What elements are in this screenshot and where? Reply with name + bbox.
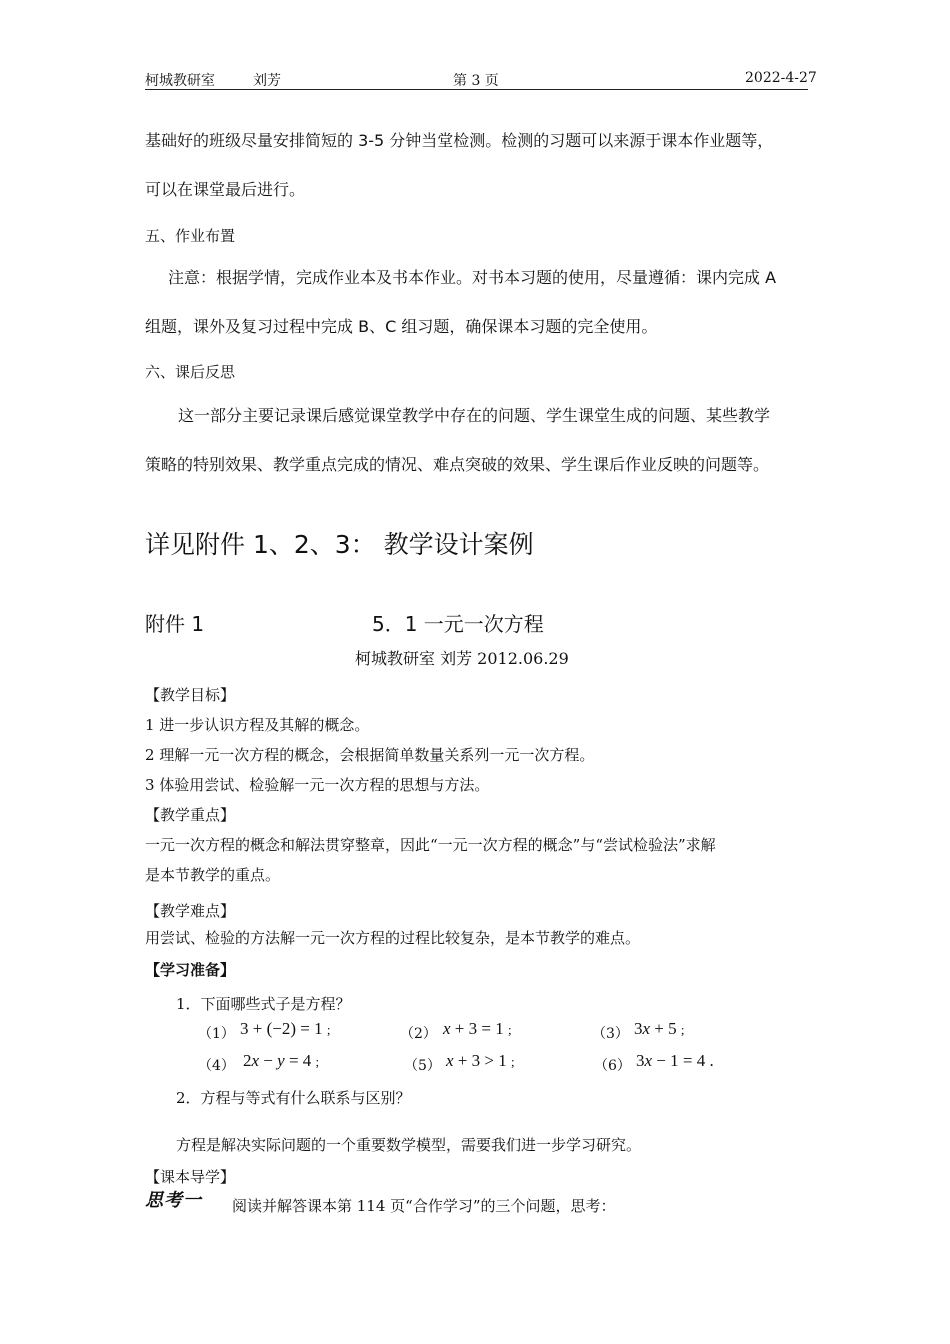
paragraph-line: 可以在课堂最后进行。	[145, 180, 306, 199]
key-points-heading: 【教学重点】	[145, 806, 236, 824]
difficulty-heading: 【教学难点】	[145, 902, 236, 920]
goals-heading: 【教学目标】	[145, 686, 236, 704]
expr-number: （1）	[198, 1026, 235, 1042]
paragraph-line: 基础好的班级尽量安排简短的 3-5 分钟当堂检测。检测的习题可以来源于课本作业题等，	[145, 131, 774, 150]
key-points-text: 一元一次方程的概念和解法贯穿整章，因此“一元一次方程的概念”与“尝试检验法”求解	[145, 836, 716, 854]
goal-item: 1 进一步认识方程及其解的概念。	[145, 716, 370, 734]
prep-note: 方程是解决实际问题的一个重要数学模型，需要我们进一步学习研究。	[176, 1136, 642, 1154]
paragraph-line: 组题，课外及复习过程中完成 B、C 组习题，确保课本习题的完全使用。	[145, 317, 658, 336]
paragraph-line: 策略的特别效果、教学重点完成的情况、难点突破的效果、学生课后作业反映的问题等。	[145, 455, 770, 474]
attachments-heading: 详见附件 1、2、3： 教学设计案例	[145, 530, 534, 559]
math-expression: x + 3 > 1 ;	[446, 1051, 515, 1070]
think-one-text: 阅读并解答课本第 114 页“合作学习”的三个问题，思考：	[232, 1197, 616, 1215]
header-author: 刘芳	[253, 73, 281, 89]
guide-heading: 【课本导学】	[145, 1168, 236, 1186]
expr-number: （6）	[594, 1058, 631, 1074]
difficulty-text: 用尝试、检验的方法解一元一次方程的过程比较复杂，是本节教学的难点。	[145, 929, 641, 947]
math-expression: 2x − y = 4 ;	[243, 1051, 320, 1070]
paragraph-line: 注意：根据学情，完成作业本及书本作业。对书本习题的使用，尽量遵循：课内完成 A	[168, 268, 777, 287]
think-one-label: 思考一	[145, 1190, 202, 1211]
math-expression: 3x − 1 = 4 .	[636, 1051, 714, 1070]
prep-question-2: 2．方程与等式有什么联系与区别？	[176, 1089, 411, 1107]
paragraph-line: 这一部分主要记录课后感觉课堂教学中存在的问题、学生课堂生成的问题、某些教学	[178, 406, 771, 425]
prep-question-1: 1．下面哪些式子是方程？	[176, 995, 351, 1013]
prep-heading: 【学习准备】	[145, 961, 236, 979]
attachment-byline: 柯城教研室 刘芳 2012.06.29	[355, 649, 569, 668]
expr-number: （3）	[592, 1026, 629, 1042]
expr-number: （2）	[400, 1026, 437, 1042]
math-expression: 3 + (−2) = 1 ;	[240, 1019, 331, 1038]
attachment-title: 5．1 一元一次方程	[372, 612, 544, 636]
header-page-number: 第 3 页	[453, 73, 499, 89]
header-date: 2022-4-27	[745, 70, 817, 86]
goal-item: 3 体验用尝试、检验解一元一次方程的思想与方法。	[145, 776, 490, 794]
expr-number: （5）	[404, 1058, 441, 1074]
math-expression: x + 3 = 1 ;	[443, 1019, 512, 1038]
math-expression: 3x + 5 ;	[634, 1019, 685, 1038]
expr-number: （4）	[198, 1058, 235, 1074]
goal-item: 2 理解一元一次方程的概念，会根据简单数量关系列一元一次方程。	[145, 746, 595, 764]
key-points-text: 是本节教学的重点。	[145, 866, 281, 884]
header-divider	[145, 89, 808, 90]
section-heading-homework: 五、作业布置	[145, 227, 236, 245]
header-org: 柯城教研室	[145, 73, 215, 89]
attachment-label: 附件 1	[145, 612, 205, 636]
section-heading-reflection: 六、课后反思	[145, 363, 236, 381]
